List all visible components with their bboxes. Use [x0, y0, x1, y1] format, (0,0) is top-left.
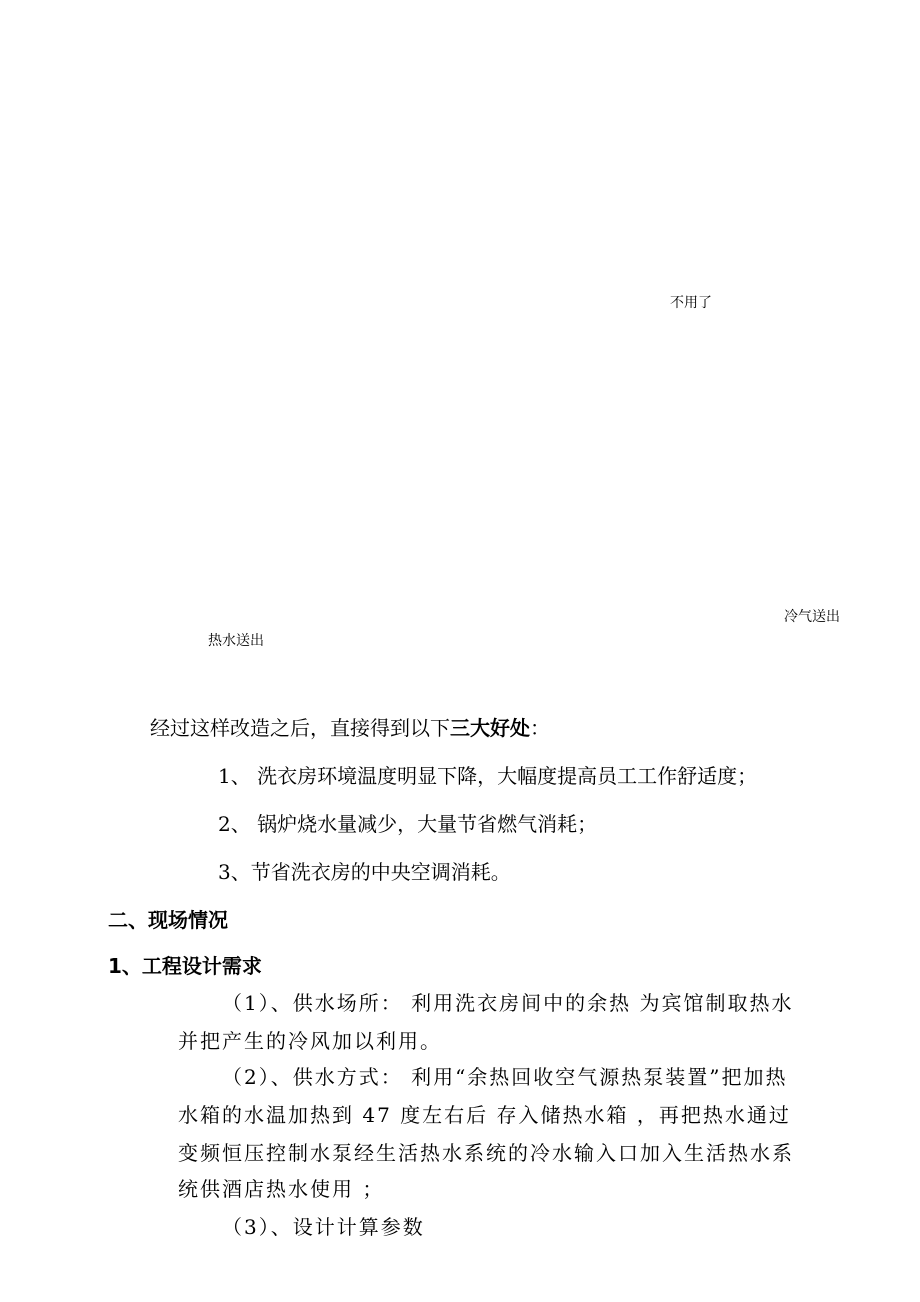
item2-line3: 变频恒压控制水泵经生活热水系统的冷水输入口加入生活热水系	[178, 1141, 794, 1165]
intro-paragraph	[150, 712, 550, 741]
diagram-label-hot-water-out: 热水送出	[208, 633, 264, 649]
item3-line: （3）、设计计算参数	[222, 1215, 425, 1239]
item1-line2: 并把产生的冷风加以利用。	[178, 1029, 442, 1053]
intro-emphasis: 三大好处	[450, 716, 530, 740]
diagram-label-not-used: 不用了	[670, 295, 712, 311]
item1-line1: （1）、供水场所： 利用洗衣房间中的余热 为宾馆制取热水	[222, 991, 794, 1015]
benefit-item-1: 1、 洗衣房环境温度明显下降，大幅度提高员工工作舒适度；	[218, 764, 758, 788]
intro-suffix: ：	[530, 716, 550, 740]
diagram-label-cold-air-out: 冷气送出	[784, 609, 840, 625]
item2-line1: （2）、供水方式： 利用“余热回收空气源热泵装置”把加热	[222, 1065, 788, 1089]
item2-line4: 统供酒店热水使用 ；	[178, 1177, 385, 1201]
section-heading: 二、现场情况	[108, 908, 228, 932]
benefit-item-2: 2、 锅炉烧水量减少，大量节省燃气消耗；	[218, 812, 598, 836]
benefit-item-3: 3、节省洗衣房的中央空调消耗。	[218, 860, 511, 884]
item2-line2: 水箱的水温加热到 47 度左右后 存入储热水箱 ，再把热水通过	[178, 1103, 791, 1127]
subsection-heading: 1、工程设计需求	[108, 954, 262, 978]
intro-prefix: 经过这样改造之后，直接得到以下	[150, 716, 450, 740]
